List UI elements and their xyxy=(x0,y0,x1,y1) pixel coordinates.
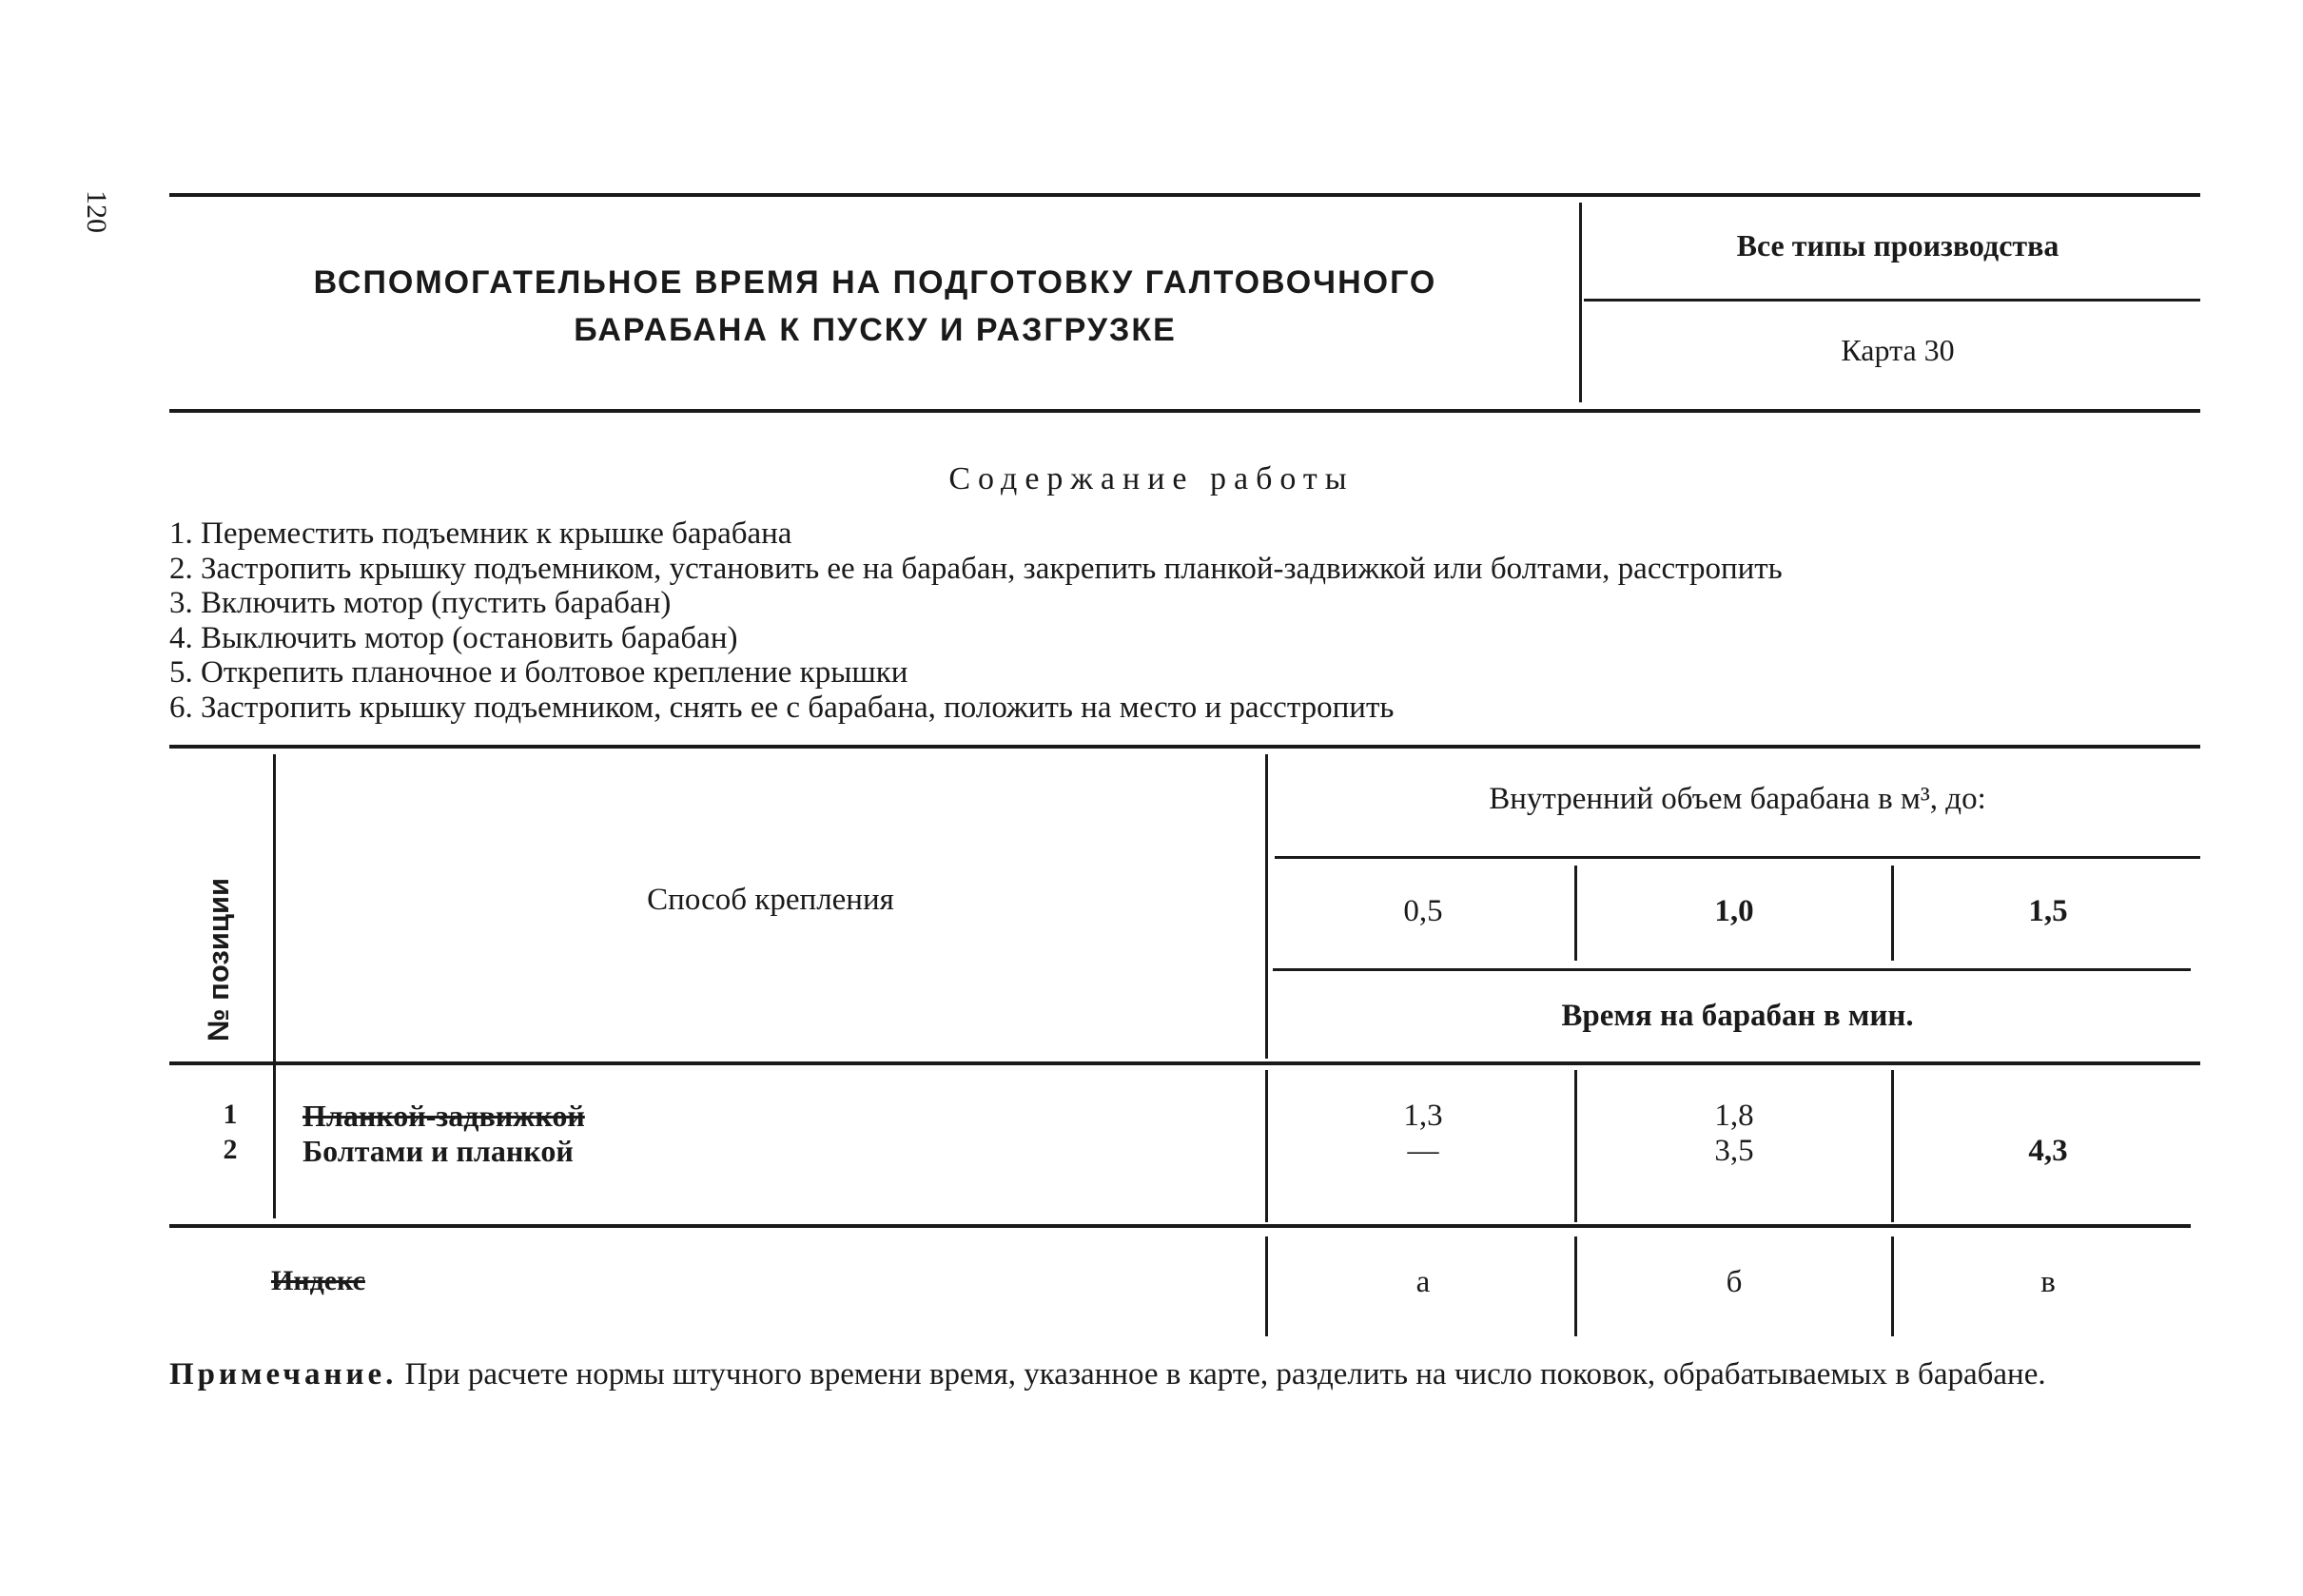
title-line-1: ВСПОМОГАТЕЛЬНОЕ ВРЕМЯ НА ПОДГОТОВКУ ГАЛТОВОЧНОГО xyxy=(313,264,1437,301)
method-column-divider-body xyxy=(1265,1070,1268,1222)
volume-divider-1 xyxy=(1574,866,1577,961)
header-right-rule xyxy=(1584,299,2200,302)
time-header: Время на барабан в мин. xyxy=(1561,999,1914,1033)
volume-value: 1,5 xyxy=(2028,894,2068,928)
pos-column-divider xyxy=(273,754,276,1218)
row-number: 1 xyxy=(223,1099,238,1130)
note xyxy=(169,1355,2200,1393)
volume-header: Внутренний объем барабана в м³, до: xyxy=(1489,782,1986,816)
body-divider-2 xyxy=(1891,1070,1894,1222)
row-value: 3,5 xyxy=(1714,1134,1754,1168)
row-value: — xyxy=(1407,1134,1439,1168)
production-type: Все типы производства xyxy=(1736,228,2059,263)
note-text: При расчете нормы штучного времени время, указанное в карте, разделить на число поковок, обрабатываемых в барабане. xyxy=(404,1357,2046,1392)
index-value: в xyxy=(2040,1265,2056,1299)
row-number: 2 xyxy=(223,1134,238,1165)
method-column-divider-index xyxy=(1265,1236,1268,1336)
title-line-2: БАРАБАНА К ПУСКУ И РАЗГРУЗКЕ xyxy=(574,312,1177,348)
table-body-bottom-rule xyxy=(169,1224,2191,1228)
table-header-bottom-rule xyxy=(169,1061,2200,1065)
header-top-rule xyxy=(169,193,2200,197)
index-label: Индекс xyxy=(271,1265,365,1296)
index-divider-2 xyxy=(1891,1236,1894,1336)
volume-value: 0,5 xyxy=(1403,894,1443,928)
page-title xyxy=(166,259,1584,354)
work-step: 4. Выключить мотор (остановить барабан) xyxy=(169,620,738,655)
work-step: 2. Застропить крышку подъемником, установить ее на барабан, закрепить планкой-задвижкой или болтами, расстропить xyxy=(169,551,1783,586)
method-column-divider xyxy=(1265,754,1268,1059)
note-label: Примечание. xyxy=(169,1357,398,1392)
row-method: Болтами и планкой xyxy=(303,1134,574,1168)
index-value: а xyxy=(1415,1265,1431,1299)
table-top-rule xyxy=(169,745,2200,749)
row-value: 1,8 xyxy=(1714,1099,1754,1133)
volume-header-rule xyxy=(1275,856,2200,859)
card-number: Карта 30 xyxy=(1841,333,1955,367)
work-step: 5. Открепить планочное и болтовое крепление крышки xyxy=(169,655,908,690)
work-step: 3. Включить мотор (пустить барабан) xyxy=(169,586,672,620)
volume-divider-2 xyxy=(1891,866,1894,961)
method-column-header: Способ крепления xyxy=(647,883,894,917)
body-divider-1 xyxy=(1574,1070,1577,1222)
index-value: б xyxy=(1726,1265,1743,1299)
work-step: 6. Застропить крышку подъемником, снять ее с барабана, положить на место и расстропить xyxy=(169,690,1395,725)
work-steps xyxy=(169,516,1783,725)
time-header-rule xyxy=(1273,968,2191,971)
row-method: Планкой-задвижкой xyxy=(303,1099,585,1133)
work-heading: Содержание работы xyxy=(948,461,1355,496)
header-bottom-rule xyxy=(169,409,2200,413)
volume-value: 1,0 xyxy=(1714,894,1754,928)
page-number: 120 xyxy=(81,190,112,233)
row-value: 1,3 xyxy=(1403,1099,1443,1133)
row-value: 4,3 xyxy=(2028,1134,2068,1168)
work-step: 1. Переместить подъемник к крышке барабана xyxy=(169,516,792,551)
position-column-header: № позиции xyxy=(202,877,235,1041)
index-divider-1 xyxy=(1574,1236,1577,1336)
